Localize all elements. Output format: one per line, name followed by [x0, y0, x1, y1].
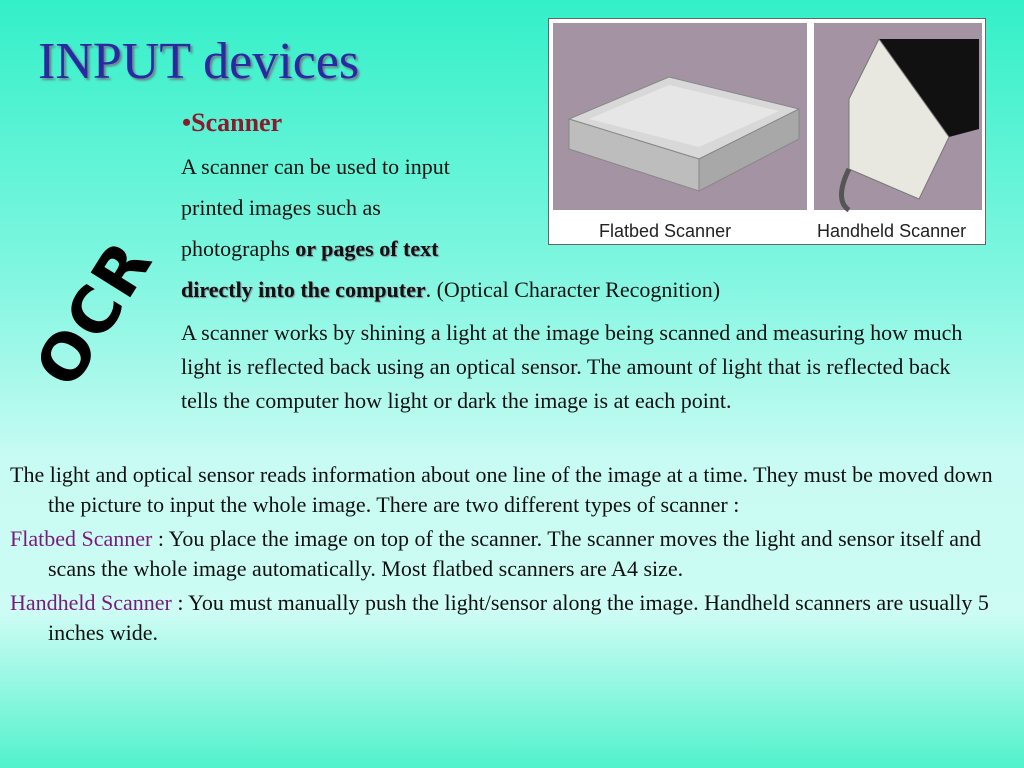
intro-line-4 [181, 279, 720, 301]
intro-line-1: A scanner can be used to input [181, 154, 450, 179]
sensor-paragraph: The light and optical sensor reads information about one line of the image at a time. They must be moved down the picture to input the whole image. There are two different types of scanner : [10, 462, 993, 517]
ocr-label: OCR [22, 227, 168, 401]
caption-flatbed: Flatbed Scanner [599, 221, 732, 241]
flatbed-term: Flatbed Scanner [10, 526, 153, 551]
slide-title: INPUT devices [38, 33, 360, 90]
emphasis-into-computer: directly into the computer [181, 277, 426, 302]
intro-line-3 [181, 238, 438, 260]
scanner-illustration [549, 19, 987, 246]
intro-line-4-text: . (Optical Character Recognition) [425, 277, 721, 302]
how-scanner-works-paragraph: A scanner works by shining a light at the image being scanned and measuring how much light is reflected back using an optical sensor. The amount of light that is reflected back tells the computer how light or dark the image is at each point. [181, 320, 963, 413]
handheld-description: : You must manually push the light/sensor along the image. Handheld scanners are usually 5 inches wide. [48, 590, 989, 645]
caption-handheld: Handheld Scanner [817, 221, 967, 241]
flatbed-description: : You place the image on top of the scanner. The scanner moves the light and sensor itself and scans the whole image automatically. Most flatbed scanners are A4 size. [48, 526, 982, 581]
scanner-photo [548, 18, 986, 245]
handheld-term: Handheld Scanner [10, 590, 172, 615]
emphasis-pages-of-text: or pages of text [295, 236, 439, 261]
intro-line-2: printed images such as [181, 195, 381, 220]
handheld-paragraph [10, 588, 1000, 648]
scanner-types-section [10, 460, 1000, 652]
intro-line-3-text: photographs [181, 236, 296, 261]
bullet-heading-scanner: •Scanner [182, 108, 283, 137]
flatbed-paragraph [10, 524, 1000, 584]
